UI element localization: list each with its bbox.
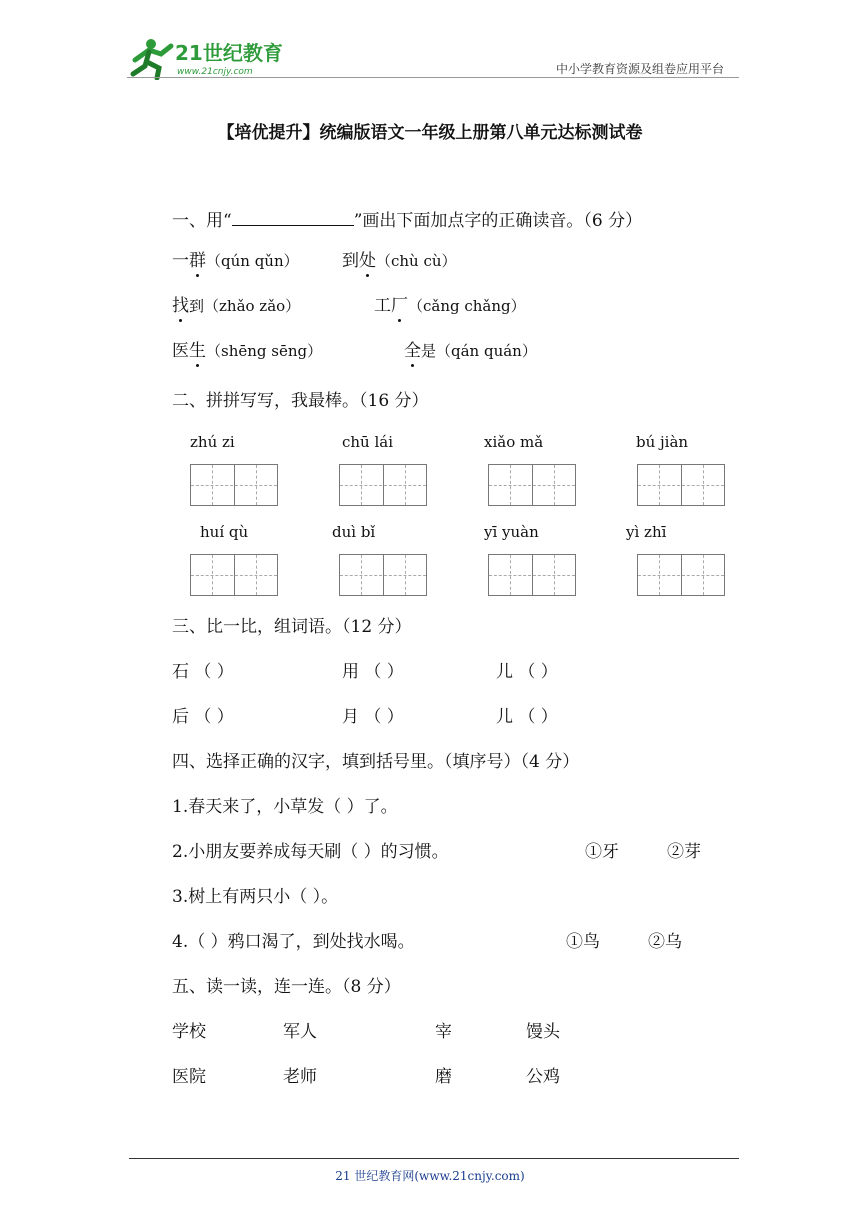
pinyin-label: bú jiàn [636,433,689,451]
platform-label: 中小学教育资源及组卷应用平台 [555,62,724,76]
pinyin-label: duì bǐ [332,523,376,541]
option-item: ②芽 [667,842,701,862]
pinyin-label: xiǎo mǎ [484,433,544,451]
option-item: ①鸟 [566,932,600,952]
footer-text[interactable]: 21 世纪教育网(www.21cnjy.com) [335,1169,525,1183]
word-group-item: 后 （ ） [172,707,234,727]
word-group-item: 儿 （ ） [496,662,558,682]
logo-url: www.21cnjy.com [177,67,253,77]
match-word: 宰 [435,1022,452,1042]
word-group-item: 儿 （ ） [496,707,558,727]
match-word: 医院 [172,1067,206,1087]
option-item: ②乌 [648,932,682,952]
reading-item: 一群（qún qǔn） [172,246,299,271]
writing-grid[interactable] [488,554,576,596]
section3-heading: 三、比一比，组词语。（12 分） [172,617,412,637]
reading-item: 医生（shēng sēng） [172,336,322,361]
pinyin-label: zhú zi [190,433,235,451]
writing-grid[interactable] [637,464,725,506]
fill-sentence: 3.树上有两只小（ ）。 [172,887,339,907]
match-word: 老师 [283,1067,317,1087]
reading-item: 全是（qán quán） [404,336,537,361]
word-group-item: 石 （ ） [172,662,234,682]
fill-sentence: 4.（ ）鸦口渴了，到处找水喝。 [172,932,415,952]
section4-heading: 四、选择正确的汉字，填到括号里。（填序号）（4 分） [172,752,580,772]
logo-text: 21世纪教育 [175,41,283,65]
section1-heading: 一、用“ ”画出下面加点字的正确读音。（6 分） [172,211,643,231]
pinyin-label: yī yuàn [484,523,539,541]
section2-heading: 二、拼拼写写，我最棒。（16 分） [172,391,429,411]
match-word: 馒头 [526,1022,560,1042]
site-logo [127,34,287,80]
reading-item: 到处（chù cù） [342,246,457,271]
option-item: ①牙 [585,842,619,862]
fill-sentence: 2.小朋友要养成每天刷（ ）的习惯。 [172,842,449,862]
word-group-item: 用 （ ） [342,662,404,682]
writing-grid[interactable] [339,554,427,596]
word-group-item: 月 （ ） [342,707,404,727]
reading-item: 工厂（cǎng chǎng） [374,291,526,316]
writing-grid[interactable] [190,464,278,506]
fill-sentence: 1.春天来了，小草发（ ）了。 [172,797,398,817]
writing-grid[interactable] [488,464,576,506]
runner-logo-icon [127,34,287,80]
footer-divider [129,1158,739,1159]
pinyin-label: yì zhī [626,523,667,541]
answer-blank [232,211,354,226]
page-title: 【培优提升】统编版语文一年级上册第八单元达标测试卷 [217,123,643,143]
match-word: 磨 [435,1067,452,1087]
writing-grid[interactable] [339,464,427,506]
writing-grid[interactable] [637,554,725,596]
pinyin-label: huí qù [200,523,249,541]
match-word: 学校 [172,1022,206,1042]
header-divider [127,77,739,78]
writing-grid[interactable] [190,554,278,596]
match-word: 公鸡 [526,1067,560,1087]
reading-item: 找到（zhǎo zǎo） [172,291,300,316]
match-word: 军人 [283,1022,317,1042]
pinyin-label: chū lái [342,433,394,451]
section5-heading: 五、读一读，连一连。（8 分） [172,977,401,997]
